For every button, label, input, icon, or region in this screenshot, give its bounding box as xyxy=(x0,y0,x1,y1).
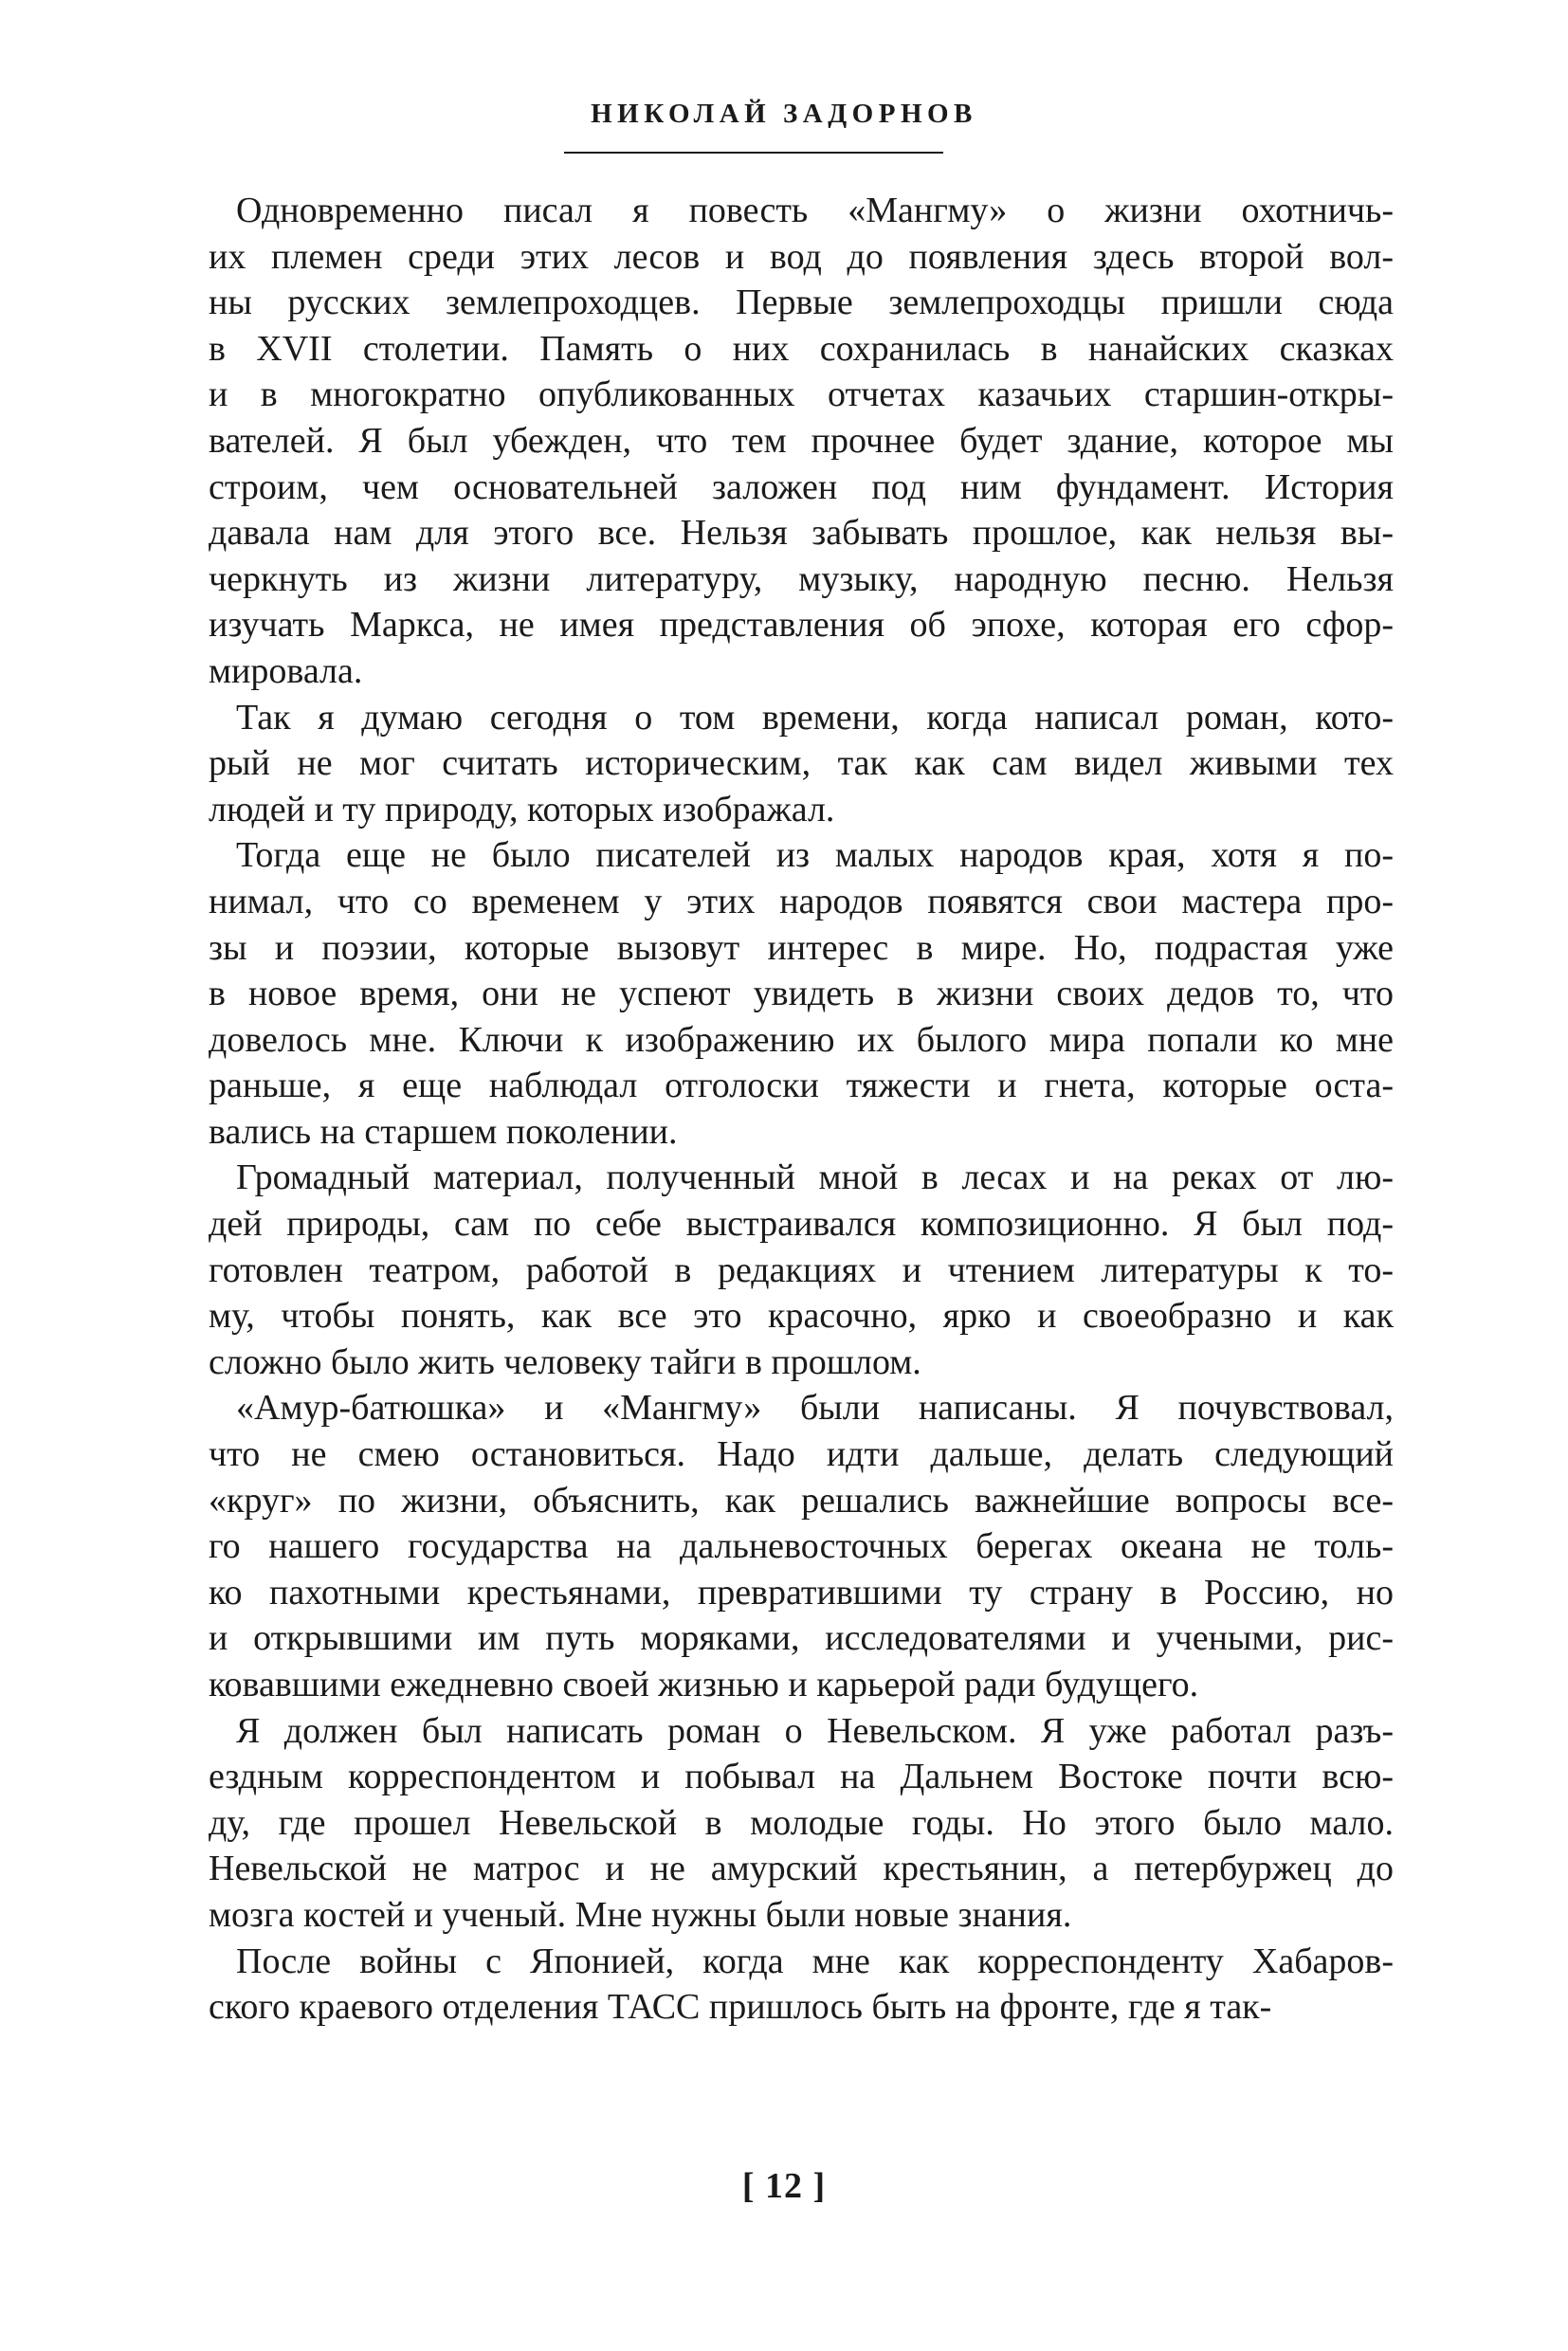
text-line: что не смею остановиться. Надо идти дальше, делать следующий xyxy=(209,1434,1394,1475)
text-line: Невельской не матрос и не амурский крестьянин, а петербуржец до xyxy=(209,1849,1394,1889)
running-title: НИКОЛАЙ ЗАДОРНОВ xyxy=(591,99,977,129)
paragraph xyxy=(209,1155,1394,1385)
text-line: ны русских землепроходцев. Первые землепроходцы пришли сюда xyxy=(209,282,1394,323)
paragraph xyxy=(209,1385,1394,1707)
text-line: довелось мне. Ключи к изображению их былого мира попали ко мне xyxy=(209,1019,1394,1060)
text-line: дей природы, сам по себе выстраивался композиционно. Я был под- xyxy=(209,1204,1394,1245)
text-line: зы и поэзии, которые вызовут интерес в мире. Но, подрастая уже xyxy=(209,927,1394,968)
text-line: «круг» по жизни, объяснить, как решались важнейшие вопросы все- xyxy=(209,1480,1394,1521)
text-line: ко пахотными крестьянами, превратившими ту страну в Россию, но xyxy=(209,1572,1394,1613)
text-line: вались на старшем поколении. xyxy=(209,1111,678,1152)
text-line: их племен среди этих лесов и вод до появления здесь второй вол- xyxy=(209,236,1394,277)
text-line: го нашего государства на дальневосточных берегах океана не толь- xyxy=(209,1526,1394,1567)
text-line: ского краевого отделения ТАСС пришлось быть на фронте, где я так- xyxy=(209,1987,1272,2028)
text-line: ду, где прошел Невельской в молодые годы. Но этого было мало. xyxy=(209,1802,1394,1843)
text-line: изучать Маркса, не имея представления об эпохе, которая его сфор- xyxy=(209,605,1394,646)
text-line: строим, чем основательней заложен под ним фундамент. История xyxy=(209,466,1394,507)
text-line: Так я думаю сегодня о том времени, когда написал роман, кото- xyxy=(236,697,1394,738)
text-line: в XVII столетии. Память о них сохранилась в нанайских сказках xyxy=(209,328,1394,369)
header-rule xyxy=(564,152,943,154)
text-line: мировала. xyxy=(209,650,363,691)
text-line: раньше, я еще наблюдал отголоски тяжести и гнета, которые оста- xyxy=(209,1066,1394,1106)
paragraph xyxy=(209,695,1394,833)
text-line: ездным корреспондентом и побывал на Дальнем Востоке почти всю- xyxy=(209,1757,1394,1797)
text-line: му, чтобы понять, как все это красочно, ярко и своеобразно и как xyxy=(209,1296,1394,1337)
text-line: готовлен театром, работой в редакциях и чтением литературы к то- xyxy=(209,1249,1394,1290)
text-line: Громадный материал, полученный мной в лесах и на реках от лю- xyxy=(236,1157,1394,1198)
text-line: Тогда еще не было писателей из малых народов края, хотя я по- xyxy=(236,835,1394,876)
text-line: рый не мог считать историческим, так как сам видел живыми тех xyxy=(209,743,1394,784)
text-line: сложно было жить человеку тайги в прошлом. xyxy=(209,1341,921,1382)
text-line: вателей. Я был убежден, что тем прочнее будет здание, которое мы xyxy=(209,420,1394,461)
text-line: После войны с Японией, когда мне как корреспонденту Хабаров- xyxy=(236,1941,1394,1981)
text-line: и открывшими им путь моряками, исследователями и учеными, рис- xyxy=(209,1618,1394,1659)
paragraph xyxy=(209,1939,1394,2031)
text-line: ковавшими ежедневно своей жизнью и карьерой ради будущего. xyxy=(209,1665,1199,1704)
text-line: нимал, что со временем у этих народов появятся свои мастера про- xyxy=(209,881,1394,921)
text-line: давала нам для этого все. Нельзя забывать прошлое, как нельзя вы- xyxy=(209,513,1394,554)
text-line: и в многократно опубликованных отчетах казачьих старшин-откры- xyxy=(209,374,1394,415)
text-line: Я должен был написать роман о Невельском. Я уже работал разъ- xyxy=(236,1710,1394,1751)
text-line: «Амур-батюшка» и «Мангму» были написаны. Я почувствовал, xyxy=(236,1388,1394,1429)
paragraph xyxy=(209,832,1394,1155)
paragraph xyxy=(209,188,1394,695)
paragraph xyxy=(209,1708,1394,1939)
text-line: черкнуть из жизни литературу, музыку, народную песню. Нельзя xyxy=(209,558,1394,599)
text-line: мозга костей и ученый. Мне нужны были новые знания. xyxy=(209,1894,1072,1935)
text-line: Одновременно писал я повесть «Мангму» о жизни охотничь- xyxy=(236,191,1394,230)
text-line: людей и ту природу, которых изображал. xyxy=(209,789,835,829)
body-text xyxy=(209,188,1394,2031)
text-line: в новое время, они не успеют увидеть в жизни своих дедов то, что xyxy=(209,974,1394,1014)
page-number: [ 12 ] xyxy=(741,2166,827,2206)
